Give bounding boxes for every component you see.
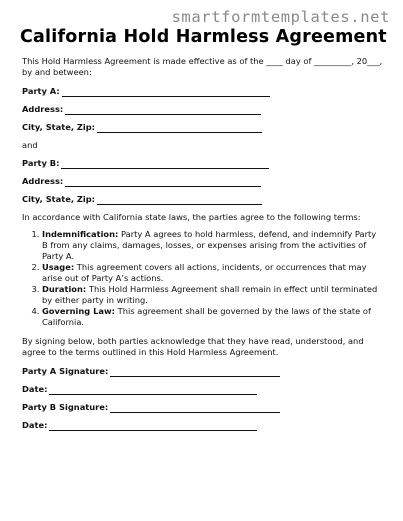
party-b-signature-field[interactable]	[22, 402, 384, 413]
party-b-name-line[interactable]	[61, 159, 269, 169]
party-a-signature-label: Party A Signature:	[22, 366, 109, 376]
party-b-signature-line[interactable]	[110, 403, 280, 413]
date-b-line[interactable]	[49, 421, 257, 431]
term-heading: Indemnification:	[42, 229, 119, 239]
date-a-line[interactable]	[49, 385, 257, 395]
party-a-city-line[interactable]	[97, 123, 262, 133]
date-a-field[interactable]	[22, 384, 384, 395]
term-text: This agreement shall be governed by the laws of the state of California.	[42, 306, 371, 327]
party-a-name-label: Party A:	[22, 86, 60, 96]
party-b-city-line[interactable]	[97, 195, 262, 205]
term-item	[42, 284, 384, 306]
party-b-city-label: City, State, Zip:	[22, 194, 95, 204]
party-a-address-line[interactable]	[65, 105, 261, 115]
party-a-name-field[interactable]	[22, 86, 384, 97]
intro-paragraph: This Hold Harmless Agreement is made effective as of the ____ day of _________, 20___, by and between:	[22, 56, 383, 77]
party-a-address-label: Address:	[22, 104, 64, 114]
party-a-name-line[interactable]	[62, 87, 270, 97]
party-b-address-label: Address:	[22, 176, 64, 186]
party-b-signature-label: Party B Signature:	[22, 402, 109, 412]
terms-list	[22, 229, 384, 328]
party-b-name-label: Party B:	[22, 158, 60, 168]
party-a-city-label: City, State, Zip:	[22, 122, 95, 132]
party-b-address-field[interactable]	[22, 176, 384, 187]
term-text: Party A agrees to hold harmless, defend, and indemnify Party B from any claims, damages, losses, or expenses arising from the activities of Party A.	[42, 229, 377, 261]
term-item	[42, 306, 384, 328]
closing-paragraph: By signing below, both parties acknowledge that they have read, understood, and agree to the terms outlined in this Hold Harmless Agreement.	[22, 336, 364, 357]
party-b-city-field[interactable]	[22, 194, 384, 205]
terms-intro: In accordance with California state laws, the parties agree to the following terms:	[22, 212, 361, 222]
party-a-city-field[interactable]	[22, 122, 384, 133]
and-text: and	[22, 140, 38, 150]
term-text: This Hold Harmless Agreement shall remain in effect until terminated by either party in writing.	[42, 284, 378, 305]
term-item	[42, 262, 384, 284]
term-item	[42, 229, 384, 262]
term-heading: Governing Law:	[42, 306, 115, 316]
date-b-label: Date:	[22, 420, 48, 430]
watermark: smartformtemplates.net	[171, 8, 390, 26]
page-title: California Hold Harmless Agreement	[20, 27, 387, 47]
party-a-signature-field[interactable]	[22, 366, 384, 377]
term-text: This agreement covers all actions, incidents, or occurrences that may arise out of Party A’s actions.	[42, 262, 367, 283]
party-b-address-line[interactable]	[65, 177, 261, 187]
document-body	[22, 56, 384, 438]
term-heading: Duration:	[42, 284, 87, 294]
date-b-field[interactable]	[22, 420, 384, 431]
party-a-signature-line[interactable]	[110, 367, 280, 377]
date-a-label: Date:	[22, 384, 48, 394]
party-a-address-field[interactable]	[22, 104, 384, 115]
term-heading: Usage:	[42, 262, 75, 272]
party-b-name-field[interactable]	[22, 158, 384, 169]
